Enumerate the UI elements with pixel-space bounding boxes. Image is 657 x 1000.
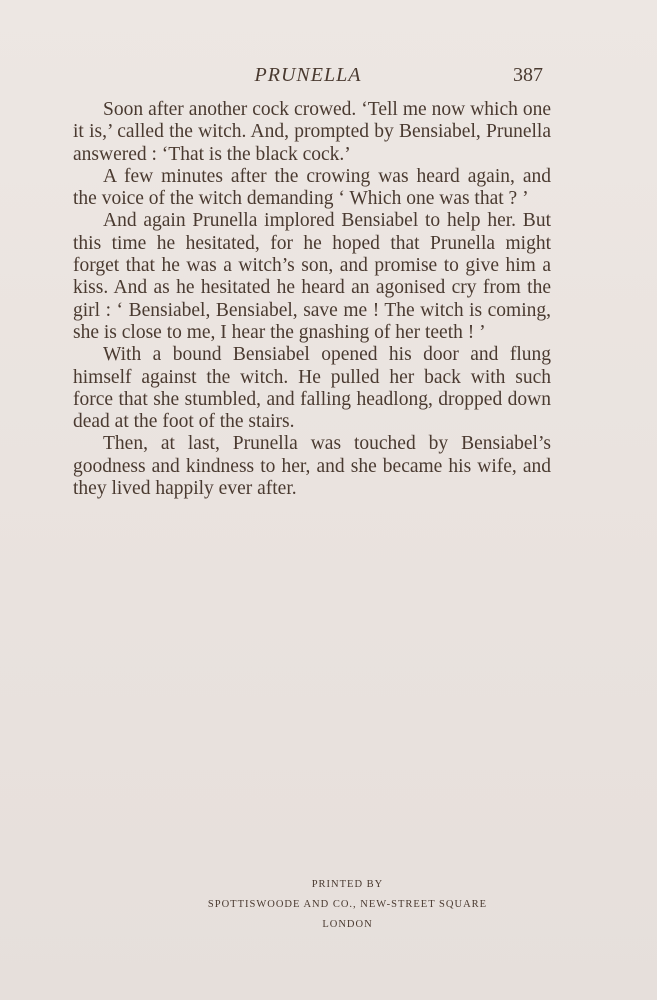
imprint-line: PRINTED BY (311, 879, 384, 890)
page-number: 387 (513, 64, 543, 86)
paragraph: And again Prunella implored Bensiabel to help her. But this time he hesitated, for he hoped that Prunella might forget that he was a witch’s son, and promise to give him a kiss. And as he hesitated he heard an agonised cry from the girl : ‘ Bensiabel, Bensiabel, save me ! The witch is coming, she is close to me, I hear the gnashing of her teeth ! ’ (73, 210, 551, 343)
imprint-line: LONDON (322, 919, 373, 930)
paragraph: Then, at last, Prunella was touched by Bensiabel’s goodness and kindness to her, and she became his wife, and they lived happily ever after. (73, 433, 551, 500)
paragraph: A few minutes after the crowing was heard again, and the voice of the witch demanding ‘ Which one was that ? ’ (73, 165, 551, 210)
running-title: PRUNELLA (254, 64, 362, 86)
printer-imprint (150, 875, 545, 935)
paragraph: With a bound Bensiabel opened his door and flung himself against the witch. He pulled her back with such force that she stumbled, and falling headlong, dropped down dead at the foot of the stairs. (73, 344, 551, 433)
body-text (73, 99, 551, 500)
imprint-line: SPOTTISWOODE AND CO., NEW-STREET SQUARE (207, 899, 488, 910)
page-header (73, 64, 543, 94)
paragraph: Soon after another cock crowed. ‘Tell me now which one it is,’ called the witch. And, prompted by Bensiabel, Prunella answered : ‘That is the black cock.’ (73, 99, 551, 165)
